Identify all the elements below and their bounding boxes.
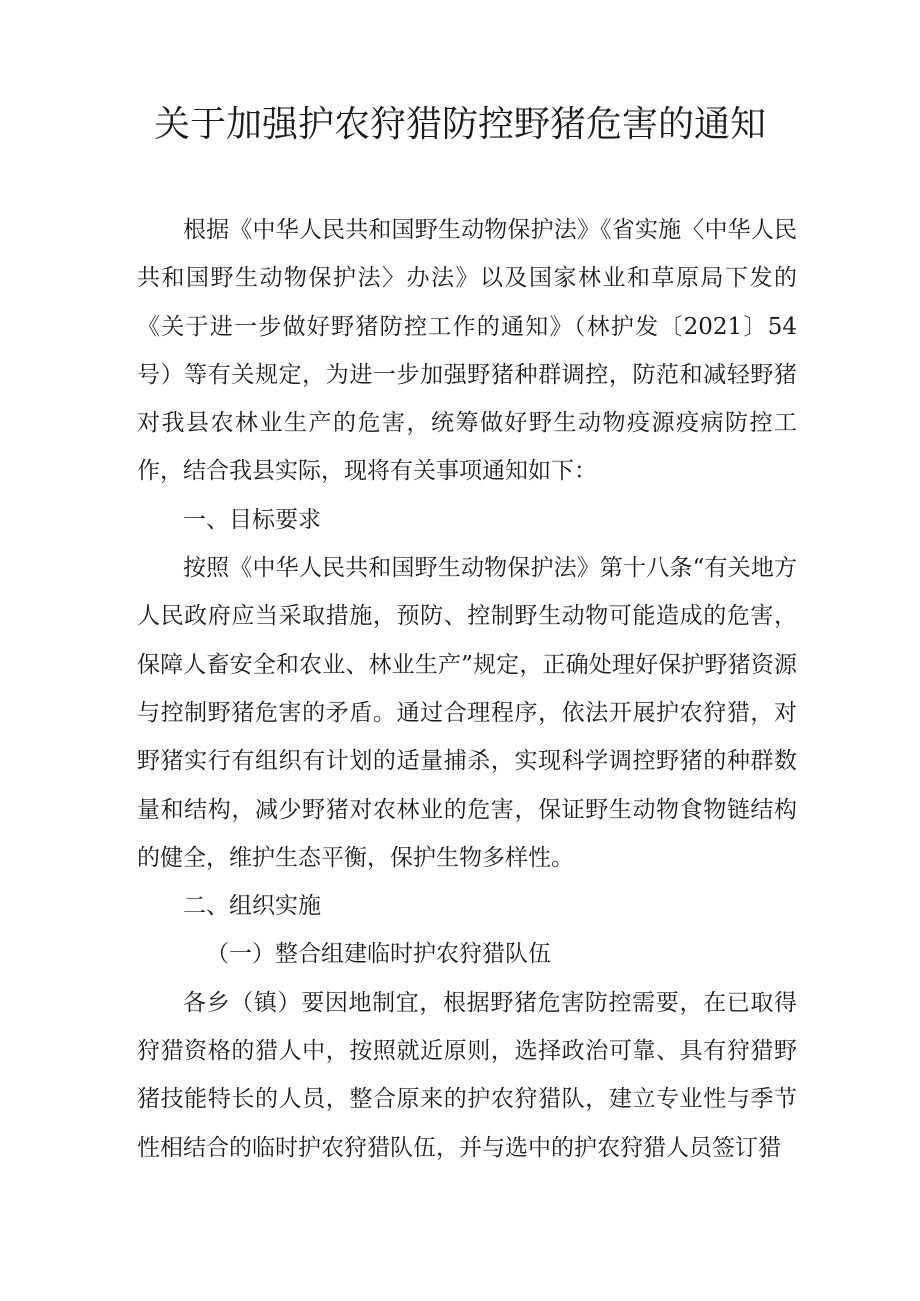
section-2-heading: 二、组织实施 [183, 893, 321, 920]
section-1-heading: 一、目标要求 [183, 506, 321, 533]
section-1-paragraph: 按照《中华人民共和国野生动物保护法》第十八条“有关地方人民政府应当采取措施，预防、控制野生动物可能造成的危害，保障人畜安全和农业、林业生产”规定，正确处理好保护野猪资源与控制野猪危害的矛盾。通过合理程序，依法开展护农狩猎，对野猪实行有组织有计划的适量捕杀，实现科学调控野猪的种群数量和结构，减少野猪对农林业的危害，保证野生动物食物链结构的健全，维护生态平衡，保护生物多样性。 [137, 555, 797, 871]
section-2-subheading-1: （一）整合组建临时护农狩猎队伍 [206, 941, 551, 968]
intro-paragraph: 根据《中华人民共和国野生动物保护法》《省实施〈中华人民共和国野生动物保护法〉办法》以及国家林业和草原局下发的《关于进一步做好野猪防控工作的通知》（林护发〔2021〕54号）等有关规定，为进一步加强野猪种群调控，防范和减轻野猪对我县农林业生产的危害，统筹做好野生动物疫源疫病防控工作，结合我县实际，现将有关事项通知如下： [137, 217, 797, 485]
section-2-sub-1-paragraph: 各乡（镇）要因地制宜，根据野猪危害防控需要，在已取得狩猎资格的猎人中，按照就近原则，选择政治可靠、具有狩猎野猪技能特长的人员，整合原来的护农狩猎队，建立专业性与季节性相结合的临时护农狩猎队伍，并与选中的护农狩猎人员签订猎 [137, 989, 797, 1161]
document-body [137, 206, 797, 1172]
document-title: 关于加强护农狩猎防控野猪危害的通知 [153, 104, 766, 145]
